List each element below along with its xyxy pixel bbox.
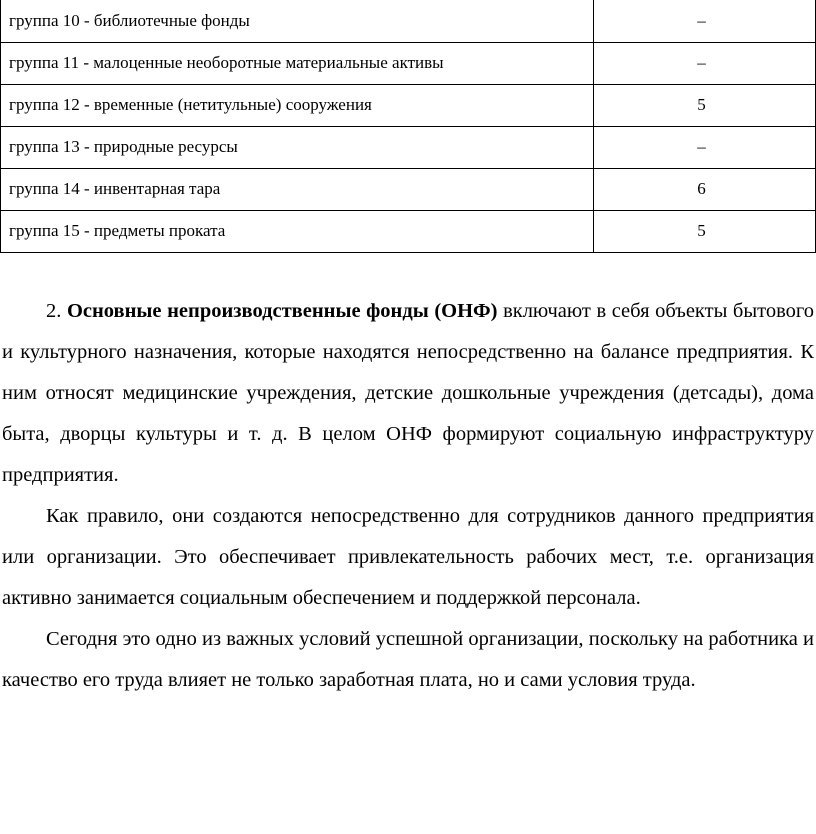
paragraph-purpose: Как правило, они создаются непосредственно для сотрудников данного предприятия или организации. Это обеспечивает привлекательность рабочих мест, т.е. организация активно занимается социальным обеспечением и поддержкой персонала. [2, 505, 814, 609]
paragraph-importance: Сегодня это одно из важных условий успешной организации, поскольку на работника и качество его труда влияет не только заработная плата, но и сами условия труда. [2, 628, 814, 691]
group-value-cell: 5 [594, 84, 816, 126]
table-row [1, 126, 816, 168]
body-text [2, 291, 814, 701]
table-row [1, 210, 816, 252]
table-row [1, 84, 816, 126]
group-value-cell: 5 [594, 210, 816, 252]
group-value-cell: 6 [594, 168, 816, 210]
group-label-cell: группа 10 - библиотечные фонды [1, 0, 594, 42]
table-row [1, 42, 816, 84]
group-label-cell: группа 15 - предметы проката [1, 210, 594, 252]
table-row [1, 0, 816, 42]
group-value-cell: – [594, 42, 816, 84]
section-number: 2. [46, 300, 62, 322]
table-row [1, 168, 816, 210]
paragraph-text: включают в себя объекты бытового и культурного назначения, которые находятся непосредственно на балансе предприятия. К ним относят медицинские учреждения, детские дошкольные учреждения (детсады), дома быта, дворцы культуры и т. д. В целом ОНФ формируют социальную инфраструктуру предприятия. [2, 300, 815, 486]
group-label-cell: группа 14 - инвентарная тара [1, 168, 594, 210]
group-label-cell: группа 12 - временные (нетитульные) сооружения [1, 84, 594, 126]
group-value-cell: – [594, 0, 816, 42]
group-label-cell: группа 13 - природные ресурсы [1, 126, 594, 168]
section-term: Основные непроизводственные фонды (ОНФ) [66, 300, 498, 322]
group-value-cell: – [594, 126, 816, 168]
depreciation-groups-table [0, 0, 816, 253]
paragraph-onf-definition [2, 291, 814, 496]
group-label-cell: группа 11 - малоценные необоротные материальные активы [1, 42, 594, 84]
